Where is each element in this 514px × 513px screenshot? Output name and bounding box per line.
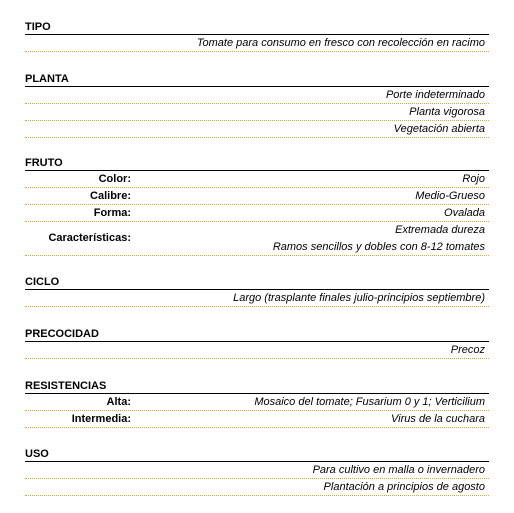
value-text: Porte indeterminado [385,89,485,101]
value-row [25,87,489,104]
attribute-label: Características: [48,232,131,244]
attribute-value: Medio-Grueso [415,190,485,202]
section-fruto [25,156,489,256]
value-text: Precoz [450,344,485,356]
value-row [25,342,489,359]
value-text: Planta vigorosa [409,106,485,118]
value-text: Vegetación abierta [393,123,485,135]
attribute-row [25,411,489,428]
attribute-label: Forma: [93,207,131,219]
attribute-row [25,394,489,411]
section-title: USO [25,447,489,462]
section-title: PLANTA [25,72,489,87]
section-title: TIPO [25,20,489,35]
value-text: Tomate para consumo en fresco con recolección en racimo [196,37,485,49]
attribute-value: Mosaico del tomate; Fusarium 0 y 1; Verticilium [254,396,485,408]
attribute-value: Virus de la cuchara [391,413,485,425]
value-row [25,462,489,479]
attribute-row [25,205,489,222]
attribute-row [25,171,489,188]
value-text: Largo (trasplante finales julio-principios septiembre) [233,292,485,304]
value-text: Para cultivo en malla o invernadero [312,464,485,476]
attribute-row [25,222,489,256]
value-row [25,104,489,121]
attribute-label: Color: [98,173,131,185]
attribute-value: Extremada dureza [395,224,485,236]
attribute-label: Alta: [106,396,131,408]
value-row [25,35,489,52]
section-precocidad [25,327,489,359]
attribute-value: Ramos sencillos y dobles con 8-12 tomates [272,241,485,253]
section-title: CICLO [25,275,489,290]
attribute-label: Calibre: [90,190,131,202]
value-row [25,121,489,138]
section-ciclo [25,275,489,307]
section-resistencias [25,379,489,428]
section-title: PRECOCIDAD [25,327,489,342]
section-uso [25,447,489,496]
value-text: Plantación a principios de agosto [323,481,485,493]
attribute-value: Rojo [462,173,485,185]
section-title: FRUTO [25,156,489,171]
value-row [25,290,489,307]
section-planta [25,72,489,138]
section-tipo [25,20,489,52]
value-row [25,479,489,496]
attribute-value: Ovalada [444,207,485,219]
section-title: RESISTENCIAS [25,379,489,394]
attribute-label: Intermedia: [71,413,131,425]
attribute-row [25,188,489,205]
